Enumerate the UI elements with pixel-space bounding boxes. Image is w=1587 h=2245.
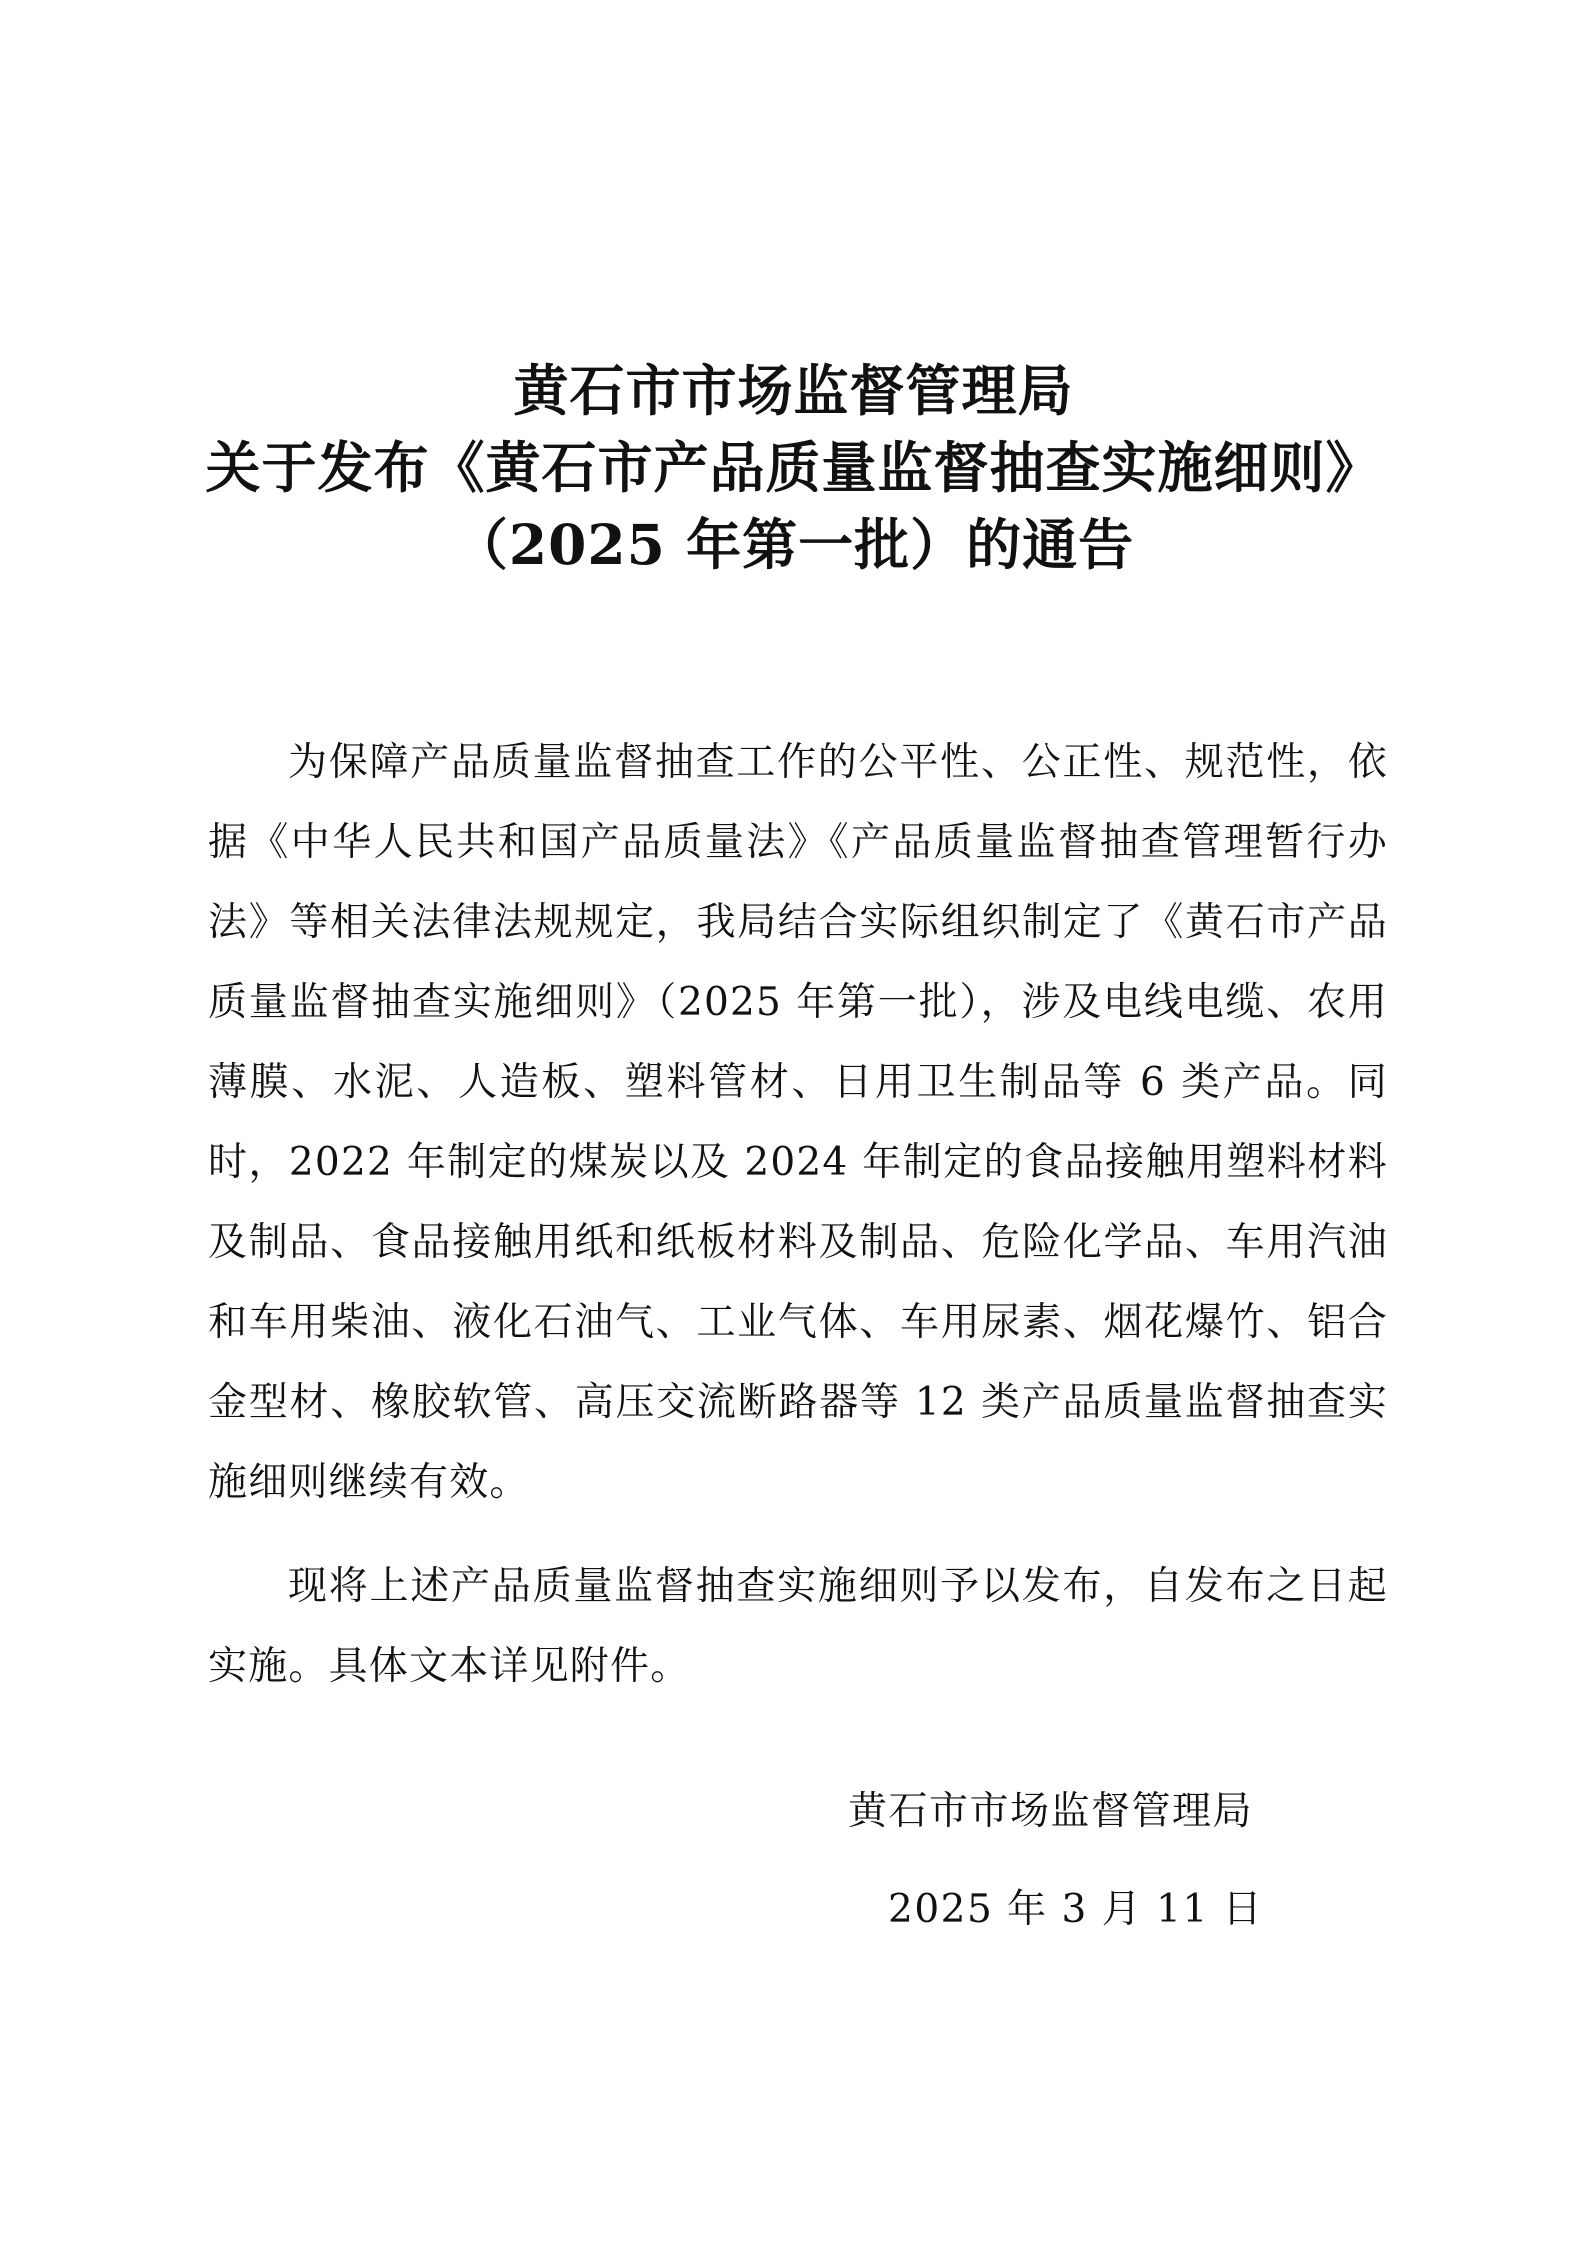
signature-date: 2025 年 3 月 11 日: [888, 1887, 1264, 1932]
signature-organization: 黄石市市场监督管理局: [848, 1789, 1254, 1834]
title-line-3: （2025 年第一批）的通告: [452, 512, 1135, 577]
body-paragraph-2: 现将上述产品质量监督抽查实施细则予以发布，自发布之日起实施。具体文本详见附件。: [208, 1564, 1388, 1689]
title-line-2: 关于发布《黄石市产品质量监督抽查实施细则》: [205, 435, 1382, 500]
document-body: [208, 723, 1388, 1707]
title-line-1: 黄石市市场监督管理局: [513, 358, 1074, 423]
document-title: [150, 352, 1437, 583]
body-paragraph-1: 为保障产品质量监督抽查工作的公平性、公正性、规范性，依据《中华人民共和国产品质量法》《产品质量监督抽查管理暂行办法》等相关法律法规规定，我局结合实际组织制定了《黄石市产品质量监督抽查实施细则》（2025 年第一批），涉及电线电缆、农用薄膜、水泥、人造板、塑料管材、日用卫生制品等 6 类产品。同时，2022 年制定的煤炭以及 2024 年制定的食品接触用塑料材料及制品、食品接触用纸和纸板材料及制品、危险化学品、车用汽油和车用柴油、液化石油气、工业气体、车用尿素、烟花爆竹、铝合金型材、橡胶软管、高压交流断路器等 12 类产品质量监督抽查实施细则继续有效。: [208, 740, 1388, 1505]
